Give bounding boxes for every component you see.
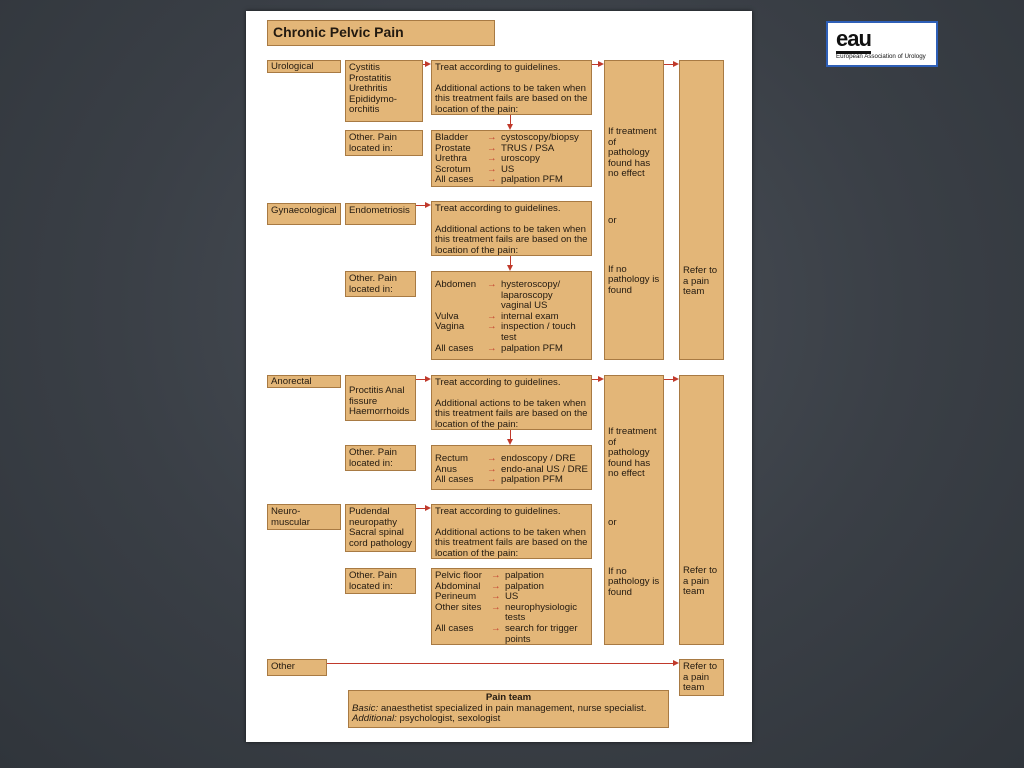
arrow-head [425,376,431,382]
connector [510,256,511,265]
additional-actions-text: Additional actions to be taken when this treatment fails are based on the location of the pain: [435,397,588,430]
neuromuscular-conditions: Pudendal neuropathy Sacral spinal cord pathology [345,504,416,552]
additional-actions-text: Additional actions to be taken when this treatment fails are based on the location of the pain: [435,526,588,559]
location-row: Urethra → uroscopy [435,153,540,165]
decision-column-bottom [604,375,664,645]
category-neuromuscular: Neuro-muscular [267,504,341,530]
anorectal-conditions: Proctitis Anal fissure Haemorrhoids [345,375,416,421]
location-row: Scrotum → US [435,163,515,175]
category-other: Other [267,659,327,676]
location-row: Abdomen → hysteroscopy/ laparoscopy vaginal US [435,279,561,312]
refer-column-bottom [679,375,724,645]
anorectal-locations [431,445,592,490]
location-row: All cases → palpation PFM [435,342,563,354]
gynaecological-conditions: Endometriosis [345,203,416,225]
decision-effect: If treatment of pathology found has no effect [608,426,657,480]
anorectal-treat-box [431,375,592,430]
anorectal-other-pain: Other. Pain located in: [345,445,416,471]
category-anorectal: Anorectal [267,375,341,388]
neuromuscular-other-pain: Other. Pain located in: [345,568,416,594]
location-row: Other sites → neurophysiologic tests [435,601,577,624]
eau-logo [826,21,938,67]
decision-column-top [604,60,664,360]
urological-treat-box [431,60,592,115]
arrow-head [507,124,513,130]
gynaecological-locations [431,271,592,360]
arrow-head [598,376,604,382]
refer-column-top [679,60,724,360]
location-row: Prostate → TRUS / PSA [435,142,555,154]
additional-actions-text: Additional actions to be taken when this treatment fails are based on the location of the pain: [435,82,588,115]
arrow-head [673,376,679,382]
pain-team-title: Pain team [485,692,532,703]
category-urological: Urological [267,60,341,73]
gynaecological-treat-box [431,201,592,256]
category-gynaecological: Gynaecological [267,203,341,225]
chart-title: Chronic Pelvic Pain [267,20,495,46]
arrow-head [507,439,513,445]
arrow-head [425,505,431,511]
connector [664,64,673,65]
treat-text: Treat according to guidelines. [435,203,561,214]
urological-conditions: Cystitis Prostatitis Urethritis Epididymo-orchitis [345,60,423,122]
pain-team-basic: Basic: anaesthetist specialized in pain management, nurse specialist. [352,702,647,714]
location-row: Vagina → inspection / touch test [435,321,576,343]
location-row: Rectum → endoscopy / DRE [435,453,576,464]
decision-or: or [608,214,617,226]
urological-other-pain: Other. Pain located in: [345,130,423,156]
treat-text: Treat according to guidelines. [435,377,561,388]
treat-text: Treat according to guidelines. [435,62,561,73]
location-row: Vulva → internal exam [435,310,559,322]
connector [510,430,511,439]
arrow-head [673,61,679,67]
neuromuscular-locations [431,568,592,645]
refer-box-other: Refer to a pain team [679,659,724,696]
location-row: All cases → palpation PFM [435,474,563,486]
location-row: Anus → endo-anal US / DRE [435,463,588,475]
arrow-head [425,202,431,208]
urological-locations [431,130,592,187]
location-row: All cases → search for trigger points [435,622,578,645]
arrow-head [507,265,513,271]
arrow-head [598,61,604,67]
refer-text: Refer to a pain team [683,265,718,298]
additional-actions-text: Additional actions to be taken when this treatment fails are based on the location of the pain: [435,223,588,256]
pain-team-box [348,690,669,728]
location-row: Pelvic floor → palpation [435,570,544,581]
decision-or: or [608,516,617,528]
arrow-head [673,660,679,666]
location-row: Bladder → cystoscopy/biopsy [435,132,579,143]
location-row: Perineum → US [435,591,519,603]
gynaecological-other-pain: Other. Pain located in: [345,271,416,297]
eau-logo-mark: eau [836,26,871,52]
pain-team-additional: Additional: psychologist, sexologist [352,713,501,725]
connector [327,663,673,664]
eau-logo-name: European Association of Urology [836,53,926,60]
treat-text: Treat according to guidelines. [435,506,561,517]
decision-effect: If treatment of pathology found has no effect [608,126,657,180]
location-row: Abdominal → palpation [435,580,544,592]
refer-text: Refer to a pain team [683,565,718,598]
neuromuscular-treat-box [431,504,592,559]
connector [664,379,673,380]
guideline-sheet [246,11,752,742]
arrow-head [425,61,431,67]
decision-none: If no pathology is found [608,565,660,598]
decision-none: If no pathology is found [608,263,660,296]
location-row: All cases → palpation PFM [435,174,563,186]
